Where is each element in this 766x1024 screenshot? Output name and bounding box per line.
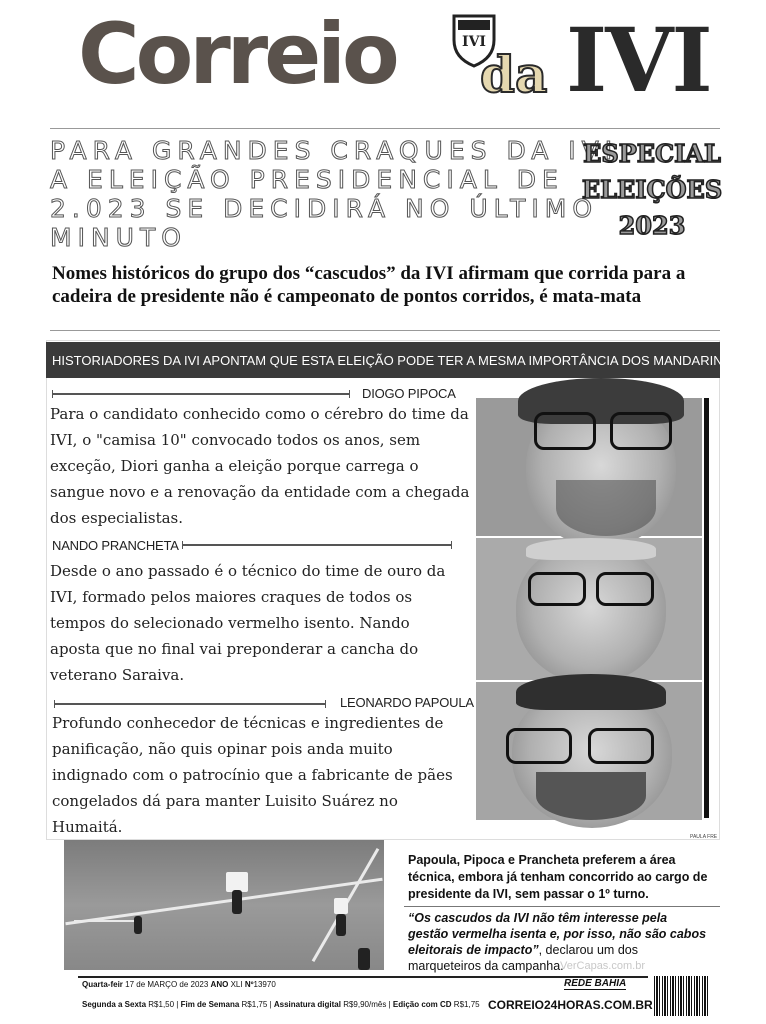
article-text-1: Para o candidato conhecido como o cérebro do time da IVI, o "camisa 10" convocado todos os anos, sem exceção, Diori ganha a eleição porque carrega o sangue novo e a renovação da entidade com a chegada dos especialistas. — [50, 405, 470, 527]
price-label-3: Edição com CD — [392, 1000, 452, 1009]
photo-caption: Papoula, Pipoca e Prancheta preferem a área técnica, embora já tenham concorrido ao cargo de presidente da IVI, sem passar o 1º turno. — [408, 853, 708, 901]
special-line-1: ESPECIAL — [583, 139, 721, 168]
special-line-3: 2023 — [618, 211, 686, 240]
barcode — [654, 976, 710, 1016]
pull-quote — [408, 910, 708, 974]
divider — [50, 330, 720, 331]
price-value-2: R$9,90/mês — [343, 1000, 387, 1009]
price-value-0: R$1,50 — [148, 1000, 175, 1009]
subheadline: Nomes históricos do grupo dos “cascudos” da IVI afirmam que corrida para a cadeira de presidente não é campeonato de pontos corridos, é mata-mata — [52, 263, 686, 307]
section-banner — [46, 342, 762, 378]
price-value-3: R$1,75 — [453, 1000, 480, 1009]
banner-text: HISTORIADORES DA IVI APONTAM QUE ESTA ELEIÇÃO PODE TER A MESMA IMPORTÂNCIA DOS MANDARINS — [52, 352, 732, 368]
footer-num-label: Nº — [244, 980, 254, 989]
footer-prices: Segunda a Sexta R$1,50 | Fim de Semana R$1,75 | Assinatura digital R$9,90/mês | Edição com CD R$1,75 — [82, 1000, 480, 1009]
field-photo — [64, 840, 384, 970]
article-text-3: Profundo conhecedor de técnicas e ingredientes de panificação, não quis opinar pois anda muito indignado com o patrocínio que a fabricante de pães congelados dá para manter Luisito Suárez no Humaitá. — [52, 714, 453, 836]
byline-leonardo-papoula: LEONARDO PAPOULA — [340, 695, 474, 710]
byline-rule — [182, 544, 452, 546]
footer-ano-value: XLI — [230, 980, 243, 989]
masthead-correio: Correio — [78, 5, 396, 103]
price-label-0: Segunda a Sexta — [82, 1000, 147, 1009]
photo-side-bar — [704, 398, 709, 818]
portrait-leonardo-papoula — [476, 682, 702, 820]
crest-text: IVI — [462, 34, 486, 50]
photo-credit: PAULA FRE — [690, 834, 718, 840]
special-elections-badge — [576, 136, 728, 244]
footer-num-value: 13970 — [253, 980, 276, 989]
masthead — [78, 5, 718, 112]
page-reference: PÁG. 14 — [739, 362, 762, 368]
watermark: VerCapas.com.br — [560, 960, 645, 972]
footer-day: Quarta-feir — [82, 980, 123, 989]
price-label-1: Fim de Semana — [180, 1000, 240, 1009]
price-value-1: R$1,75 — [241, 1000, 268, 1009]
byline-nando-prancheta: NANDO PRANCHETA — [52, 538, 179, 553]
masthead-ivi: IVI — [566, 8, 711, 112]
article-text-2: Desde o ano passado é o técnico do time de ouro da IVI, formado pelos maiores craques de todos os tempos do selecionado vermelho isento. Nando aposta que no final vai preponderar a cancha do veterano Saraiva. — [50, 562, 446, 684]
footer-issue-info — [82, 980, 276, 989]
byline-diogo-pipoca: DIOGO PIPOCA — [362, 386, 456, 401]
price-label-2: Assinatura digital — [273, 1000, 341, 1009]
portrait-diogo-pipoca — [476, 398, 702, 536]
special-line-2: ELEIÇÕES — [581, 175, 723, 204]
masthead-da: da — [480, 45, 548, 104]
divider — [50, 128, 720, 129]
byline-rule — [54, 703, 326, 705]
byline-rule — [52, 393, 350, 395]
quote-rest: , declarou um dos marqueteiros da campanha. — [408, 943, 638, 973]
portrait-nando-prancheta — [476, 538, 702, 680]
footer-date: 17 de MARÇO de 2023 — [125, 980, 209, 989]
headline: PARA GRANDES CRAQUES DA IVI A ELEIÇÃO PRESIDENCIAL DE 2.023 SE DECIDIRÁ NO ÚLTIMO MINUTO — [50, 136, 619, 252]
rede-bahia-logo: REDE BAHIA — [564, 978, 627, 989]
quote-italic: “Os cascudos da IVI não têm interesse pela gestão vermelha isenta e, por isso, não são cabos eleitorais de impacto” — [408, 911, 707, 957]
footer-url[interactable]: CORREIO24HORAS.COM.BR — [488, 998, 653, 1012]
footer-ano-label: ANO — [210, 980, 229, 989]
divider — [404, 906, 720, 907]
footer-rule — [78, 976, 648, 978]
